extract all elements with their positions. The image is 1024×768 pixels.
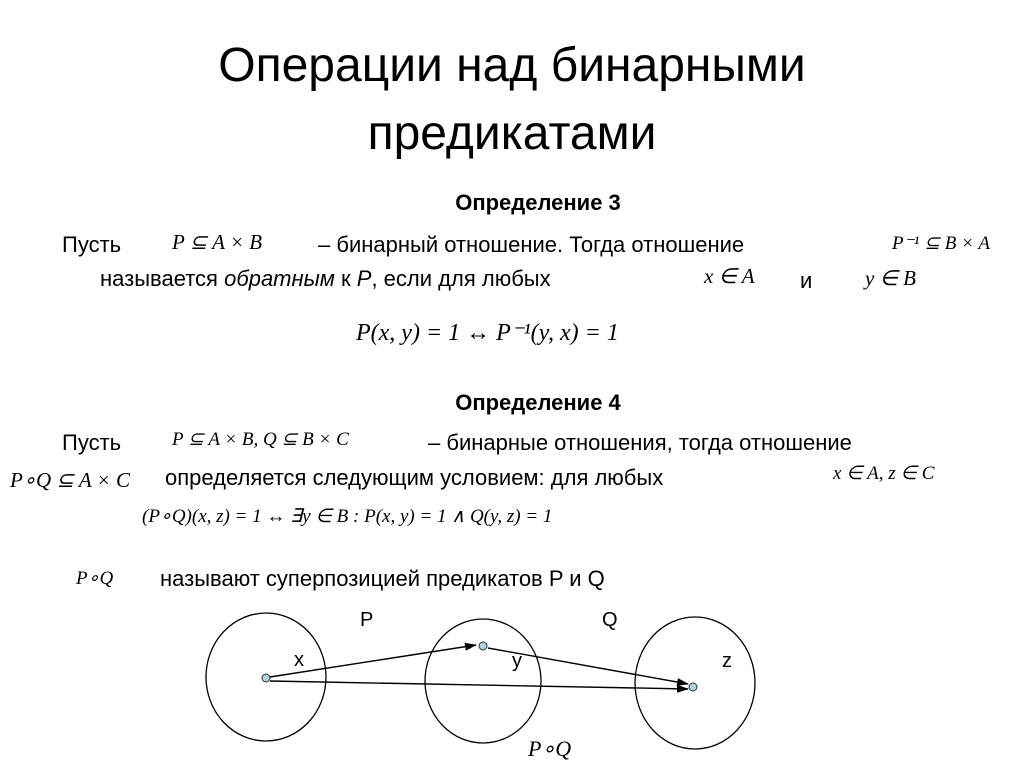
def3-y-in-b: y ∈ B [865, 266, 916, 290]
def4-text1: – бинарные отношения, тогда отношение [428, 430, 852, 455]
label-z: z [722, 650, 732, 672]
slide-title-line1: Операции над бинарными [218, 39, 806, 92]
definition-4-heading: Определение 4 [455, 390, 621, 415]
def3-p-subset: P ⊆ A × B [172, 230, 263, 254]
label-p: P [360, 609, 374, 631]
point-y [479, 642, 487, 650]
slide-title-line2: предикатами [367, 107, 657, 160]
def4-text2: определяется следующим условием: для любых [165, 465, 664, 490]
def3-p-letter: P [356, 266, 372, 291]
label-x: x [294, 649, 304, 671]
set-b-circle [425, 619, 541, 743]
label-y: y [512, 650, 522, 672]
def3-called: называется [100, 266, 218, 291]
def4-let: Пусть [62, 430, 122, 455]
definition-3-heading: Определение 3 [455, 190, 621, 215]
point-x [262, 674, 270, 682]
def3-if-any: , если для любых [371, 266, 551, 291]
label-poq: P∘Q [528, 736, 572, 761]
point-z [689, 683, 697, 691]
def3-text1: – бинарный отношение. Тогда отношение [318, 232, 745, 257]
def4-pq-subsets: P ⊆ A × B, Q ⊆ B × C [172, 429, 349, 450]
def3-let: Пусть [62, 232, 122, 257]
def3-to: к [341, 266, 351, 291]
def3-and: и [800, 268, 813, 293]
label-q: Q [602, 609, 618, 631]
def4-formula: (P∘Q)(x, z) = 1 ↔ ∃y ∈ B : P(x, y) = 1 ∧ Q(y, z) = 1 [142, 506, 553, 527]
superposition-symbol: P∘Q [76, 568, 114, 589]
arrow-x-to-z [270, 681, 688, 689]
def3-formula: P(x, y) = 1 ↔ P⁻¹(y, x) = 1 [356, 320, 619, 346]
def3-inverse-word: обратным [224, 266, 335, 291]
def4-xz: x ∈ A, z ∈ C [833, 463, 935, 484]
def3-pinv-subset: P⁻¹ ⊆ B × A [892, 233, 990, 254]
def3-x-in-a: x ∈ A [704, 264, 755, 288]
def4-poq-subset: P∘Q ⊆ A × C [10, 468, 130, 492]
superposition-text: называют суперпозицией предикатов P и Q [160, 566, 605, 591]
